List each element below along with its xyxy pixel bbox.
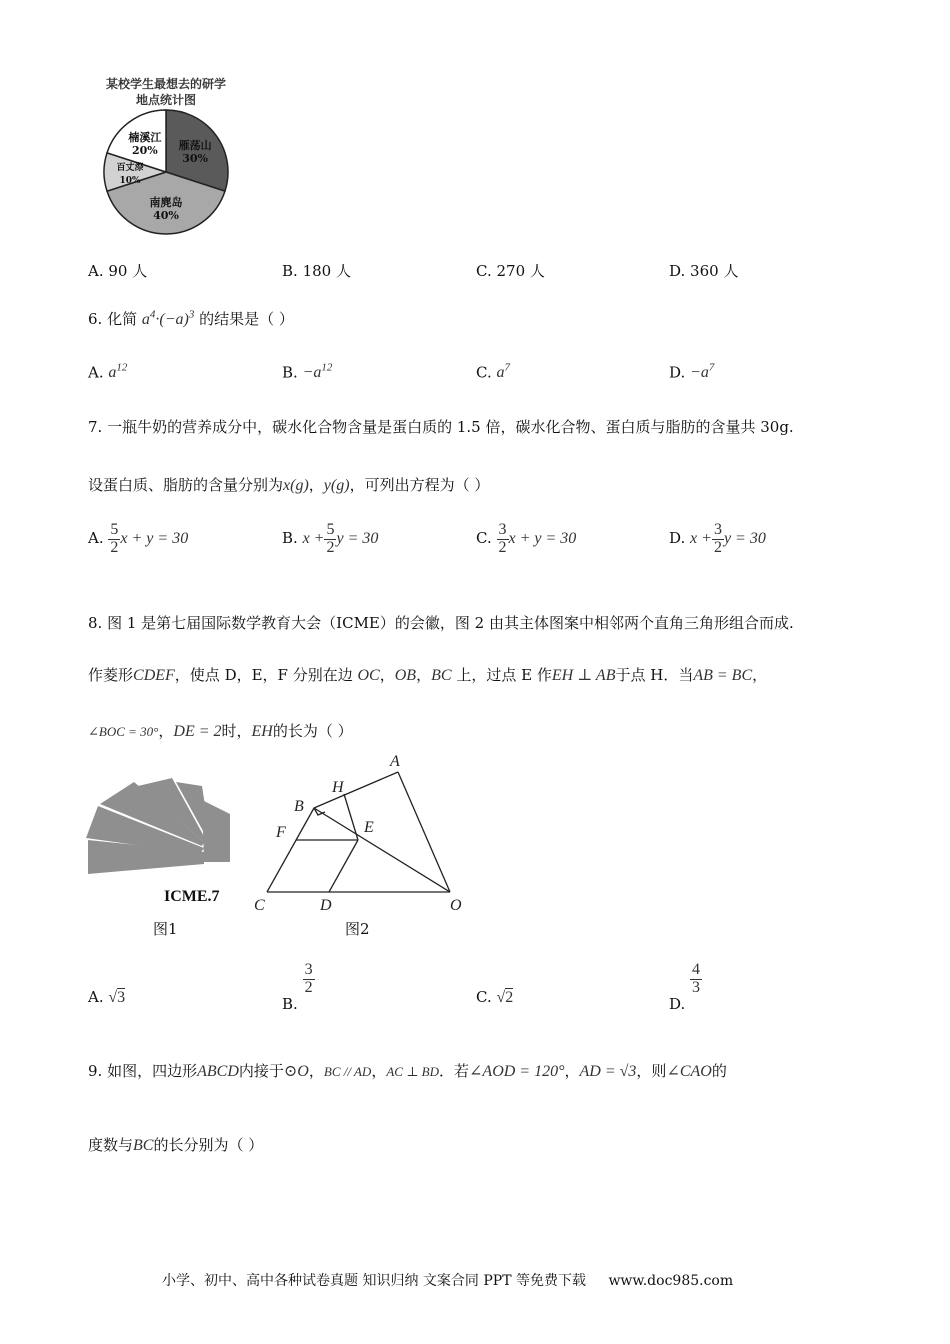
footer-text: 小学、初中、高中各种试卷真题 知识归纳 文案合同 PPT 等免费下载 [162,1273,586,1289]
point-label-O: O [450,897,462,914]
q6-option-c: C. $a^7$ [476,362,510,382]
q9-line1: 9. 如图，四边形ABCD内接于⊙O，BC // AD，AC ⊥ BD．若∠AOD = 120°，AD = √3，则∠CAO的 [88,1062,727,1080]
q8-option-c: C. √2 [476,988,514,1006]
q6-stem: 6. 化简 $a^4\cdot(-a)^3$ 的结果是（ ） [88,308,294,328]
q7-line2: 设蛋白质、脂肪的含量分别为x(g)，y(g)，可列出方程为（ ） [88,476,490,494]
pie-percent-3: 20% [131,143,158,157]
pie-percent-1: 40% [153,208,179,222]
point-label-E: E [364,819,374,836]
icme-emblem-figure [84,778,234,878]
q6-option-d: D. $-a^7$ [669,362,715,382]
segment-BO [314,808,450,892]
q8-option-a: A. √3 [88,988,126,1006]
segment-AO [398,772,450,892]
q7-option-c: C. $\frac{3}{2}$ x + y = 30 [476,521,577,556]
icme-fan-blade-6 [202,800,230,862]
segment-ED [329,840,358,892]
q8-line1: 8. 图 1 是第七届国际数学教育大会（ICME）的会徽，图 2 由其主体图案中相邻两个直角三角形组合而成. [88,614,794,632]
pie-title-line1: 某校学生最想去的研学 [105,77,226,91]
pie-percent-2: 10% [119,176,141,186]
segment-BA [314,772,398,808]
figure1-caption: 图1 [153,920,178,938]
q6-option-a: A. $a^{12}$ [88,362,128,382]
q8-line2: 作菱形CDEF，使点 D，E，F 分别在边 OC，OB，BC 上，过点 E 作EH ⊥ AB于点 H．当AB = BC， [88,666,768,684]
pie-label-2: 百丈漈 [116,163,144,173]
point-label-D: D [320,897,332,914]
q9-line2: 度数与BC的长分别为（ ） [88,1136,264,1154]
pie-label-3: 楠溪江 [128,130,162,144]
point-label-A: A [390,753,400,770]
segment-EH [344,794,358,840]
point-label-B: B [294,798,304,815]
q7-option-a: A. $\frac{5}{2}$ x + y = 30 [88,521,189,556]
point-label-H: H [332,779,344,796]
pie-figure-title [86,76,246,108]
q6-expression: $a^4\cdot(-a)^3$ [141,308,195,328]
icme-label: ICME.7 [164,888,220,905]
point-label-C: C [254,897,265,914]
q5-option-a: A. 90 人 [88,262,148,280]
q7-line1: 7. 一瓶牛奶的营养成分中，碳水化合物含量是蛋白质的 1.5 倍，碳水化合物、蛋白质与脂肪的含量共 30g. [88,418,794,436]
footer-url[interactable]: www.doc985.com [608,1273,734,1289]
footer [162,1270,733,1290]
pie-title-line2: 地点统计图 [135,93,196,107]
q5-option-c: C. 270 人 [476,262,545,280]
geometry-figure-2 [248,750,478,920]
q8-option-b: B. $\frac{3}{2}$ [282,961,313,1013]
pie-percent-0: 30% [182,151,208,165]
pie-label-0: 雁荡山 [178,138,212,152]
q5-option-b: B. 180 人 [282,262,351,280]
q5-option-d: D. 360 人 [669,262,739,280]
q7-option-b: B. x + $\frac{5}{2}$ y = 30 [282,521,379,556]
segment-CB [267,808,314,892]
q7-option-d: D. x + $\frac{3}{2}$ y = 30 [669,521,766,556]
q6-option-b: B. $-a^{12}$ [282,362,333,382]
pie-label-1: 南麂岛 [149,195,183,209]
figure2-caption: 图2 [345,920,370,938]
point-label-F: F [276,824,286,841]
q8-line3: ∠BOC = 30°，DE = 2时，EH的长为（ ） [88,722,353,740]
q8-option-d: D. $\frac{4}{3}$ [669,961,701,1013]
pie-chart [100,108,235,238]
